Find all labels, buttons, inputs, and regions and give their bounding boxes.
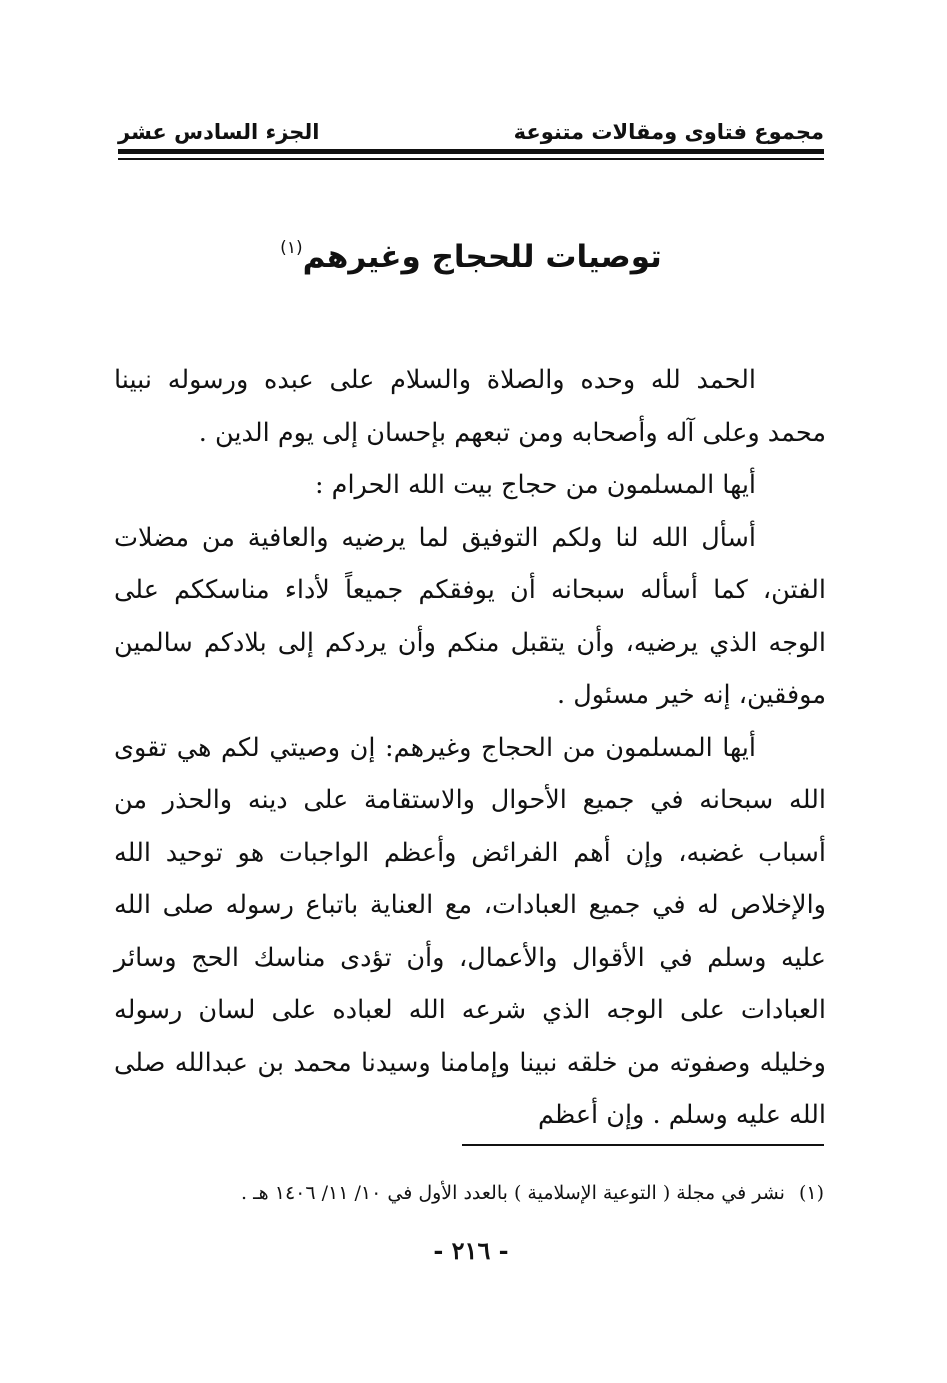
header-rule-thin: [118, 158, 824, 160]
article-title-text: توصيات للحجاج وغيرهم: [302, 239, 662, 275]
paragraph-2: أيها المسلمون من حجاج بيت الله الحرام :: [314, 470, 756, 500]
paragraph-4: أيها المسلمون من الحجاج وغيرهم: إن وصيتي لكم هي تقوى الله سبحانه في جميع الأحوال والاستقامة على دينه والحذر من أسباب غضبه، وإن أهم الفرائض وأعظم الواجبات هو توحيد الله والإخلاص له في جميع العبادات، مع العناية باتباع رسوله صلى الله عليه وسلم في الأقوال والأعمال، وأن تؤدى مناسك الحج وسائر العبادات على الوجه الذي شرعه الله لعباده على لسان رسوله وخليله وصفوته من خلقه نبينا وإمامنا وسيدنا محمد بن عبدالله صلى الله عليه وسلم . وإن أعظم: [114, 732, 826, 1130]
paragraph-3: أسأل الله لنا ولكم التوفيق لما يرضيه والعافية من مضلات الفتن، كما أسأله سبحانه أن يوفقكم جميعاً لأداء مناسككم على الوجه الذي يرضيه، وأن يتقبل منكم وأن يردكم إلى بلادكم سالمين موفقين، إنه خير مسئول .: [114, 522, 826, 710]
book-title: مجموع فتاوى ومقالات متنوعة: [513, 120, 824, 144]
article-body: [114, 354, 826, 1142]
footnote: [118, 1182, 824, 1204]
footnote-number: (١): [798, 1182, 824, 1204]
article-title: [118, 238, 824, 275]
footnote-marker: (١): [280, 238, 303, 258]
page-number: - ٢١٦ -: [433, 1236, 509, 1265]
footnote-rule: [462, 1144, 824, 1146]
paragraph-1: الحمد لله وحده والصلاة والسلام على عبده ورسوله نبينا محمد وعلى آله وأصحابه ومن تبعهم بإحسان إلى يوم الدين .: [114, 365, 826, 448]
footnote-text: نشر في مجلة ( التوعية الإسلامية ) بالعدد الأول في ١٠/ ١١/ ١٤٠٦ هـ .: [241, 1182, 785, 1204]
header-rule-thick: [118, 149, 824, 154]
volume-label: الجزء السادس عشر: [118, 120, 320, 144]
running-header: [118, 110, 824, 144]
